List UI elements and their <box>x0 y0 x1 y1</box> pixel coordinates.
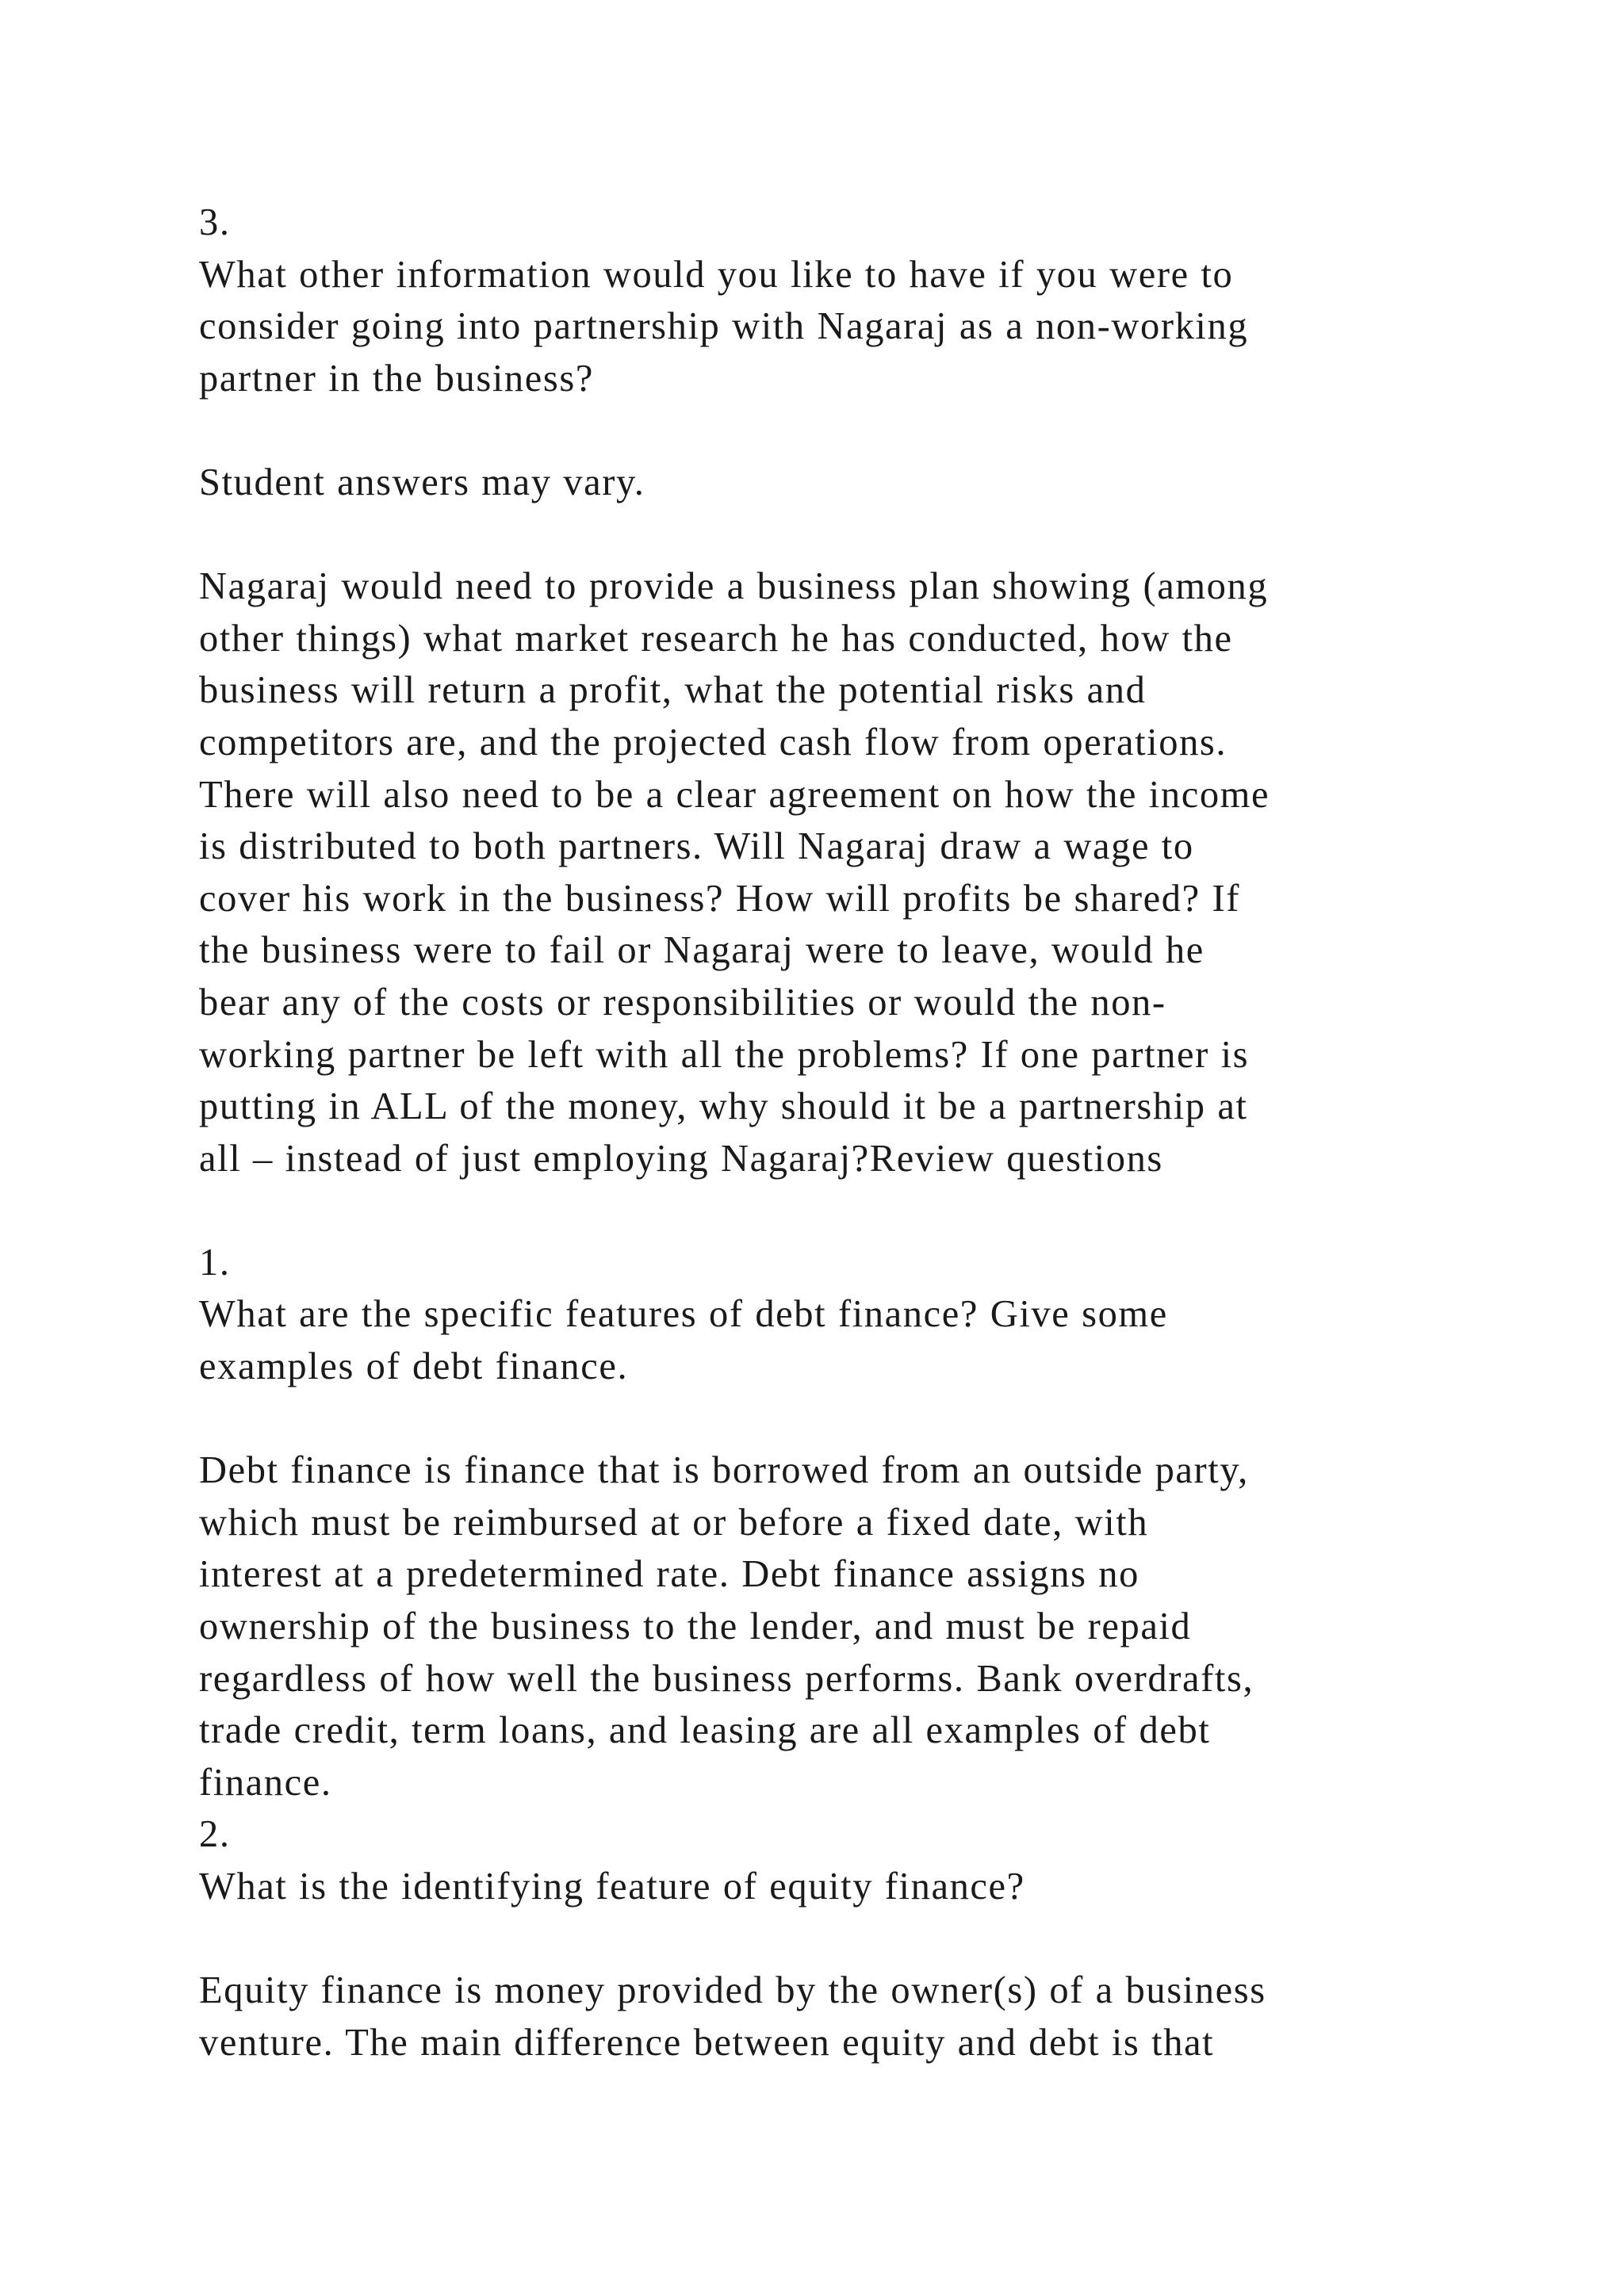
text-line: What other information would you like to have if you were to <box>199 253 1234 296</box>
text-line: business will return a profit, what the potential risks and <box>199 669 1147 712</box>
text-line: trade credit, term loans, and leasing are all examples of debt <box>199 1709 1211 1752</box>
text-line: all – instead of just employing Nagaraj?Review questions <box>199 1137 1163 1180</box>
text-line: which must be reimbursed at or before a fixed date, with <box>199 1501 1149 1544</box>
text-line: Equity finance is money provided by the owner(s) of a business <box>199 1969 1266 2012</box>
text-line: ownership of the business to the lender, and must be repaid <box>199 1605 1192 1648</box>
text-line: Nagaraj would need to provide a business plan showing (among <box>199 565 1269 608</box>
text-line: examples of debt finance. <box>199 1345 629 1388</box>
document-body <box>199 197 1507 2068</box>
text-line: finance. <box>199 1761 332 1804</box>
blank-line <box>199 1184 1507 1237</box>
text-line: 3. <box>199 201 231 243</box>
blank-line <box>199 404 1507 457</box>
text-line: is distributed to both partners. Will Nagaraj draw a wage to <box>199 825 1194 868</box>
text-line: consider going into partnership with Nagaraj as a non-working <box>199 305 1249 348</box>
text-line: There will also need to be a clear agreement on how the income <box>199 773 1270 816</box>
text-line: What are the specific features of debt finance? Give some <box>199 1293 1168 1336</box>
blank-line <box>199 1393 1507 1445</box>
text-line: other things) what market research he has conducted, how the <box>199 617 1233 660</box>
text-line: partner in the business? <box>199 357 594 400</box>
blank-line <box>199 1913 1507 1965</box>
text-line: bear any of the costs or responsibilities or would the non- <box>199 981 1166 1024</box>
text-line: What is the identifying feature of equity finance? <box>199 1866 1025 1908</box>
text-line: venture. The main difference between equity and debt is that <box>199 2021 1215 2064</box>
blank-line <box>199 509 1507 561</box>
text-line: competitors are, and the projected cash flow from operations. <box>199 721 1228 763</box>
text-line: putting in ALL of the money, why should it be a partnership at <box>199 1085 1248 1128</box>
text-line: Debt finance is finance that is borrowed from an outside party, <box>199 1449 1249 1492</box>
text-line: the business were to fail or Nagaraj were to leave, would he <box>199 929 1205 972</box>
text-line: cover his work in the business? How will profits be shared? If <box>199 877 1240 920</box>
text-line: regardless of how well the business performs. Bank overdrafts, <box>199 1657 1254 1700</box>
text-line: Student answers may vary. <box>199 461 645 503</box>
text-line: working partner be left with all the problems? If one partner is <box>199 1033 1250 1076</box>
text-line: interest at a predetermined rate. Debt finance assigns no <box>199 1553 1139 1596</box>
text-line: 2. <box>199 1813 231 1856</box>
text-line: 1. <box>199 1241 231 1284</box>
